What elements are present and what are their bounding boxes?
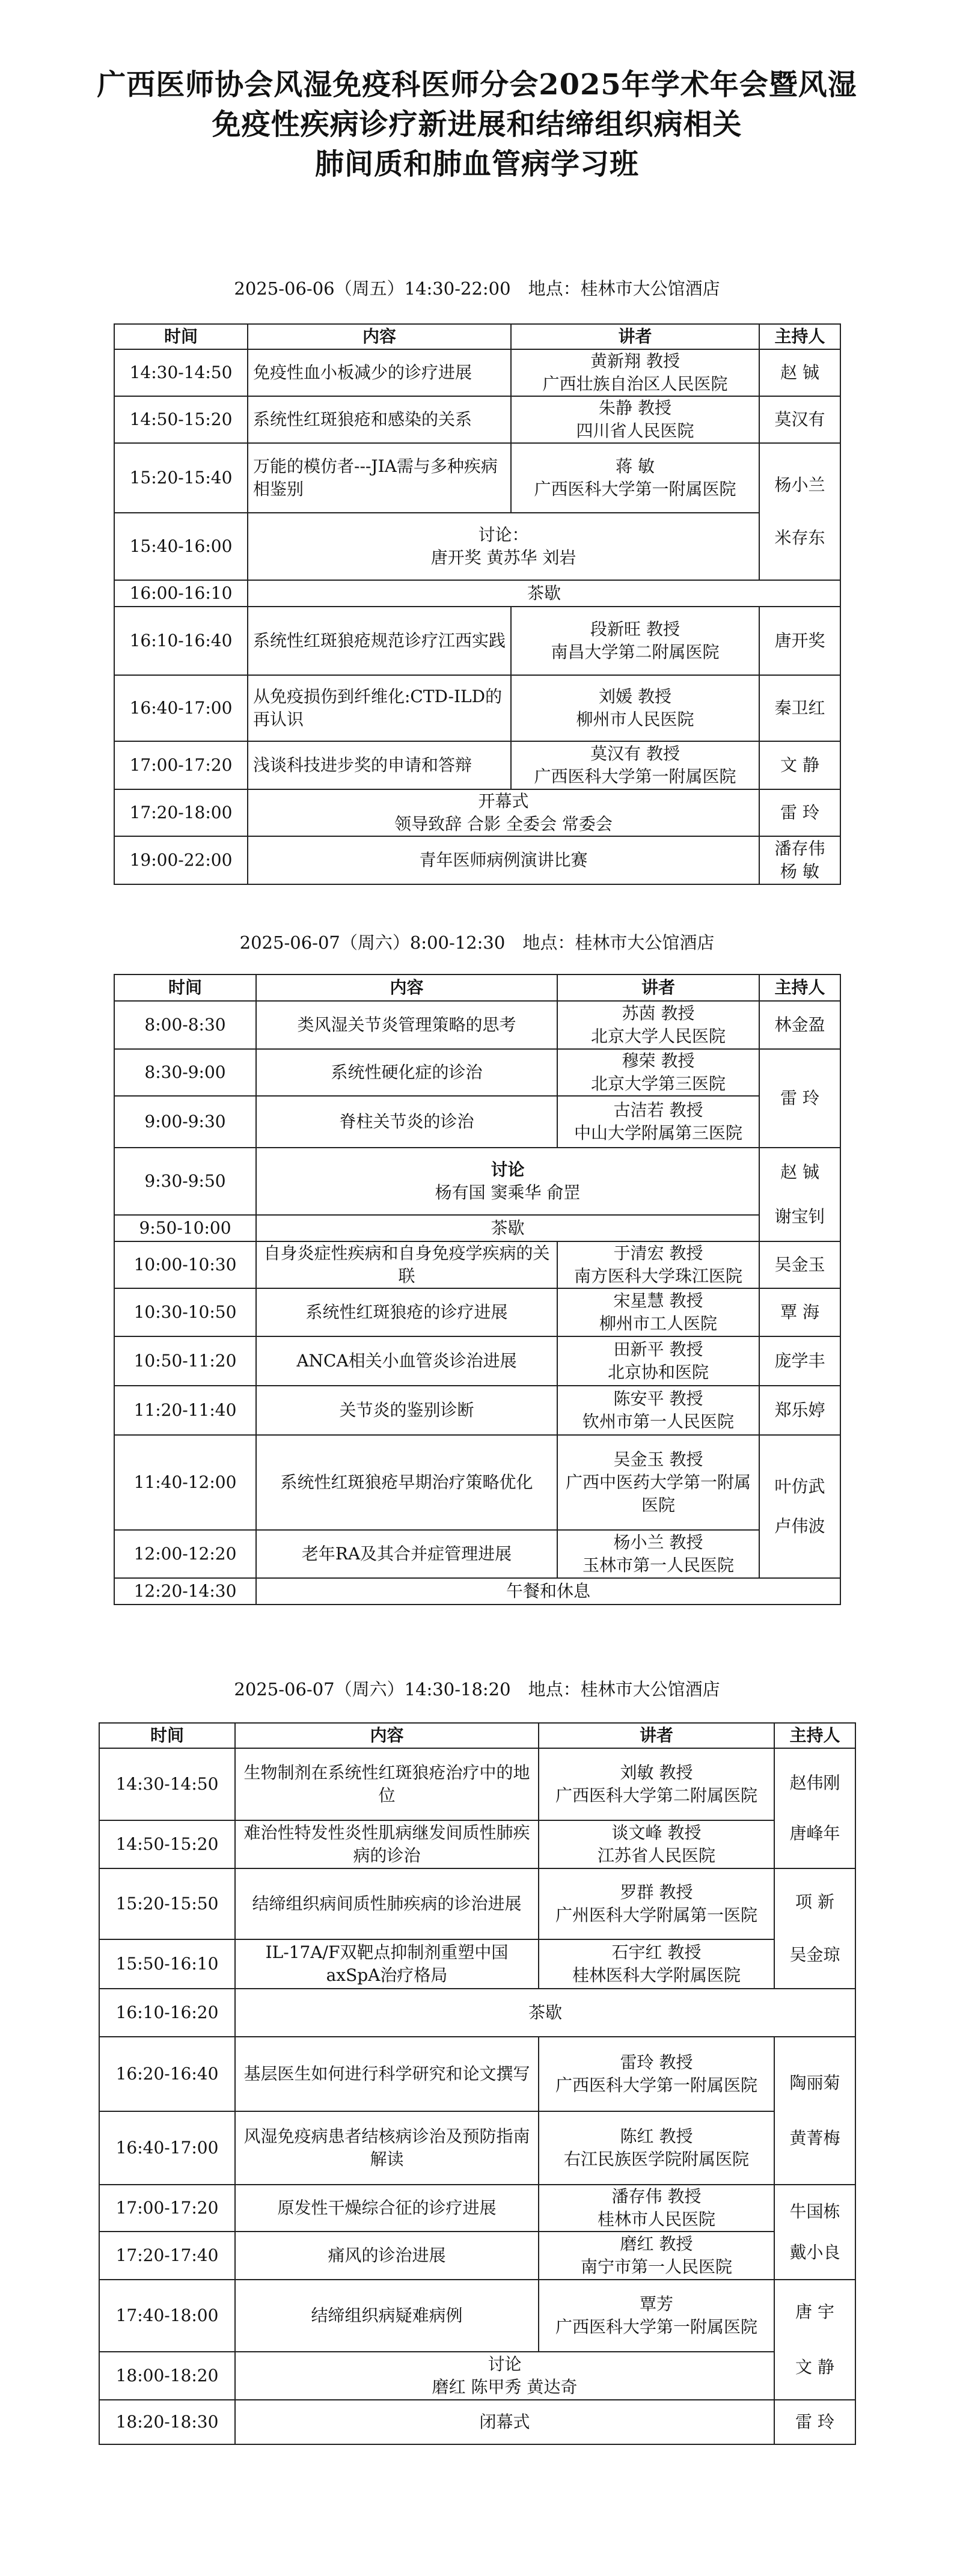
host-name: 戴小良 <box>789 2242 840 2262</box>
header-content: 内容 <box>235 1723 539 1748</box>
speaker-name: 谈文峰 教授 <box>611 1823 702 1843</box>
row-content: 浅谈科技进步奖的申请和答辩 <box>248 741 511 789</box>
row-content: 类风湿关节炎管理策略的思考 <box>256 1001 557 1049</box>
table-row <box>99 2185 855 2232</box>
row-content: 风湿免疫病患者结核病诊治及预防指南解读 <box>235 2111 539 2185</box>
row-speaker <box>557 1241 759 1288</box>
host-name: 卢伟波 <box>774 1516 825 1536</box>
header-time: 时间 <box>114 974 256 1001</box>
table-header-row <box>114 974 840 1001</box>
host-name: 潘存伟 <box>774 839 825 858</box>
row-speaker <box>539 2037 774 2111</box>
table-row <box>114 1001 840 1049</box>
row-host <box>759 1435 840 1578</box>
row-time: 15:20-15:50 <box>99 1868 235 1939</box>
row-content: 生物制剂在系统性红斑狼疮治疗中的地位 <box>235 1748 539 1820</box>
row-host: 庞学丰 <box>759 1336 840 1386</box>
table-row <box>99 2280 855 2352</box>
row-time: 10:00-10:30 <box>114 1241 256 1288</box>
table-header-row <box>114 324 840 349</box>
table-row <box>114 1386 840 1435</box>
discussion-label: 讨论 <box>491 1160 525 1179</box>
table-row <box>114 741 840 789</box>
row-discussion <box>248 513 759 580</box>
speaker-affiliation: 北京协和医院 <box>607 1362 709 1382</box>
row-host: 莫汉有 <box>759 396 840 443</box>
host-name: 赵伟刚 <box>789 1773 840 1793</box>
row-time: 17:40-18:00 <box>99 2280 235 2352</box>
header-host: 主持人 <box>759 324 840 349</box>
host-name: 杨小兰 <box>774 475 825 495</box>
row-content: 万能的模仿者---JIA需与多种疾病相鉴别 <box>248 443 511 513</box>
speaker-affiliation: 四川省人民医院 <box>576 421 694 441</box>
table-row <box>114 580 840 607</box>
speaker-affiliation: 中山大学附属第三医院 <box>573 1123 742 1143</box>
row-host: 林金盈 <box>759 1001 840 1049</box>
speaker-name: 古洁若 教授 <box>613 1100 703 1120</box>
row-content: 自身炎症性疾病和自身免疫学疾病的关联 <box>256 1241 557 1288</box>
row-speaker <box>557 1336 759 1386</box>
host-name: 赵 铖 <box>780 1162 819 1182</box>
speaker-affiliation: 南宁市第一人民医院 <box>580 2257 732 2277</box>
row-speaker <box>539 1868 774 1939</box>
row-host: 覃 海 <box>759 1288 840 1336</box>
row-time: 11:40-12:00 <box>114 1435 256 1530</box>
row-content: 免疫性血小板减少的诊疗进展 <box>248 349 511 396</box>
title-line-3: 肺间质和肺血管病学习班 <box>314 147 639 181</box>
header-time: 时间 <box>99 1723 235 1748</box>
table-row <box>114 1288 840 1336</box>
header-host: 主持人 <box>774 1723 855 1748</box>
row-break: 茶歇 <box>235 1989 855 2037</box>
speaker-affiliation: 钦州市第一人民医院 <box>582 1412 734 1431</box>
row-time: 14:30-14:50 <box>99 1748 235 1820</box>
speaker-affiliation: 南昌大学第二附属医院 <box>551 642 720 662</box>
table-row <box>114 349 840 396</box>
row-break: 茶歇 <box>256 1215 759 1241</box>
speaker-name: 莫汉有 教授 <box>590 744 680 763</box>
row-time: 17:00-17:20 <box>114 741 248 789</box>
row-speaker <box>539 2232 774 2280</box>
row-closing: 闭幕式 <box>235 2400 774 2444</box>
table-row <box>114 1578 840 1605</box>
session-1-table <box>114 323 841 885</box>
row-host: 雷 玲 <box>774 2400 855 2444</box>
speaker-name: 宋星慧 教授 <box>613 1291 703 1311</box>
table-row <box>99 1868 855 1939</box>
title-line-1: 广西医师协会风湿免疫科医师分会2025年学术年会暨风湿 <box>97 68 857 102</box>
table-row <box>114 675 840 741</box>
session-1-subtitle: 2025-06-06（周五）14:30-22:00 地点：桂林市大公馆酒店 <box>234 278 720 299</box>
row-time: 9:30-9:50 <box>114 1148 256 1215</box>
table-row <box>114 836 840 884</box>
header-speaker: 讲者 <box>557 974 759 1001</box>
speaker-name: 陈安平 教授 <box>613 1389 703 1409</box>
host-name: 唐 宇 <box>795 2302 834 2322</box>
row-content: 老年RA及其合并症管理进展 <box>256 1530 557 1578</box>
speaker-name: 潘存伟 教授 <box>611 2186 702 2206</box>
speaker-name: 石宇红 教授 <box>611 1942 702 1962</box>
row-time: 15:40-16:00 <box>114 513 248 580</box>
table-row <box>99 2352 855 2400</box>
row-content: 从免疫损伤到纤维化:CTD-ILD的再认识 <box>248 675 511 741</box>
row-time: 16:40-17:00 <box>99 2111 235 2185</box>
speaker-affiliation: 广西医科大学第一附属医院 <box>534 766 736 786</box>
row-speaker <box>557 1049 759 1096</box>
row-speaker <box>557 1288 759 1336</box>
table-header-row <box>99 1723 855 1748</box>
row-host: 雷 玲 <box>759 1049 840 1148</box>
table-row <box>99 2037 855 2111</box>
row-host: 吴金玉 <box>759 1241 840 1288</box>
row-content: 关节炎的鉴别诊断 <box>256 1386 557 1435</box>
row-discussion <box>235 2352 774 2400</box>
host-name: 唐峰年 <box>789 1823 840 1843</box>
table-row <box>114 396 840 443</box>
row-host: 唐开奖 <box>759 607 840 675</box>
host-name: 牛国栋 <box>789 2201 840 2221</box>
row-time: 15:20-15:40 <box>114 443 248 513</box>
table-row <box>114 513 840 580</box>
table-row <box>114 1096 840 1148</box>
row-content: 原发性干燥综合征的诊疗进展 <box>235 2185 539 2232</box>
row-host: 秦卫红 <box>759 675 840 741</box>
discussion-names: 唐开奖 黄苏华 刘岩 <box>430 548 576 568</box>
table-row <box>114 789 840 836</box>
header-content: 内容 <box>248 324 511 349</box>
row-content: 难治性特发性炎性肌病继发间质性肺疾病的诊治 <box>235 1820 539 1868</box>
row-speaker <box>557 1001 759 1049</box>
header-speaker: 讲者 <box>511 324 759 349</box>
speaker-affiliation: 南方医科大学珠江医院 <box>573 1266 742 1286</box>
row-content: 系统性红斑狼疮的诊疗进展 <box>256 1288 557 1336</box>
row-content: 结缔组织病疑难病例 <box>235 2280 539 2352</box>
speaker-affiliation: 玉林市第一人民医院 <box>582 1555 734 1575</box>
row-speaker <box>557 1096 759 1148</box>
row-content: 系统性红斑狼疮早期治疗策略优化 <box>256 1435 557 1530</box>
table-row <box>114 443 840 513</box>
row-speaker <box>511 349 759 396</box>
host-name: 谢宝钊 <box>774 1207 825 1226</box>
row-time: 12:20-14:30 <box>114 1578 256 1605</box>
table-row <box>114 1049 840 1096</box>
row-time: 17:20-17:40 <box>99 2232 235 2280</box>
row-content: 系统性红斑狼疮规范诊疗江西实践 <box>248 607 511 675</box>
row-time: 16:10-16:40 <box>114 607 248 675</box>
speaker-name: 朱静 教授 <box>599 398 671 418</box>
session-3-subtitle: 2025-06-07（周六）14:30-18:20 地点：桂林市大公馆酒店 <box>234 1679 720 1699</box>
row-speaker <box>557 1435 759 1530</box>
table-row <box>114 1435 840 1530</box>
discussion-label: 讨论： <box>478 525 529 545</box>
discussion-names: 杨有国 窦乘华 俞罡 <box>435 1182 581 1202</box>
table-row <box>99 1989 855 2037</box>
row-time: 18:00-18:20 <box>99 2352 235 2400</box>
row-time: 17:20-18:00 <box>114 789 248 836</box>
speaker-affiliation: 柳州市工人医院 <box>599 1314 717 1333</box>
row-speaker <box>557 1386 759 1435</box>
speaker-name: 雷玲 教授 <box>620 2052 693 2072</box>
speaker-name: 黄新翔 教授 <box>590 351 680 371</box>
speaker-affiliation: 北京大学第三医院 <box>590 1074 726 1094</box>
row-time: 14:50-15:20 <box>114 396 248 443</box>
row-host <box>774 2280 855 2400</box>
table-row <box>99 1939 855 1989</box>
speaker-affiliation: 江苏省人民医院 <box>597 1846 715 1865</box>
speaker-name: 蒋 敏 <box>616 456 655 476</box>
table-row <box>99 2400 855 2444</box>
speaker-affiliation: 右江民族医学院附属医院 <box>563 2149 749 2169</box>
row-content: 系统性硬化症的诊治 <box>256 1049 557 1096</box>
row-lunch: 午餐和休息 <box>256 1578 840 1605</box>
row-time: 17:00-17:20 <box>99 2185 235 2232</box>
table-row <box>114 1148 840 1215</box>
row-speaker <box>539 1748 774 1820</box>
session-3-table <box>99 1722 856 2445</box>
document-title <box>0 65 954 184</box>
discussion-names: 磨红 陈甲秀 黄达奇 <box>432 2377 578 2397</box>
row-host <box>774 1868 855 1989</box>
row-time: 16:00-16:10 <box>114 580 248 607</box>
row-host <box>774 2185 855 2280</box>
row-content: 系统性红斑狼疮和感染的关系 <box>248 396 511 443</box>
row-speaker <box>539 2280 774 2352</box>
row-content: 结缔组织病间质性肺疾病的诊治进展 <box>235 1868 539 1939</box>
row-host <box>774 2037 855 2185</box>
header-time: 时间 <box>114 324 248 349</box>
speaker-name: 罗群 教授 <box>620 1882 693 1902</box>
row-speaker <box>511 741 759 789</box>
header-content: 内容 <box>256 974 557 1001</box>
table-row <box>99 2232 855 2280</box>
row-host <box>759 836 840 884</box>
row-time: 14:30-14:50 <box>114 349 248 396</box>
row-competition: 青年医师病例演讲比赛 <box>248 836 759 884</box>
row-host: 郑乐婷 <box>759 1386 840 1435</box>
row-ceremony <box>248 789 759 836</box>
speaker-affiliation: 广西医科大学第一附属医院 <box>534 479 736 499</box>
speaker-name: 覃芳 <box>639 2294 673 2314</box>
row-speaker <box>539 1939 774 1989</box>
row-speaker <box>557 1530 759 1578</box>
row-host <box>759 1148 840 1241</box>
row-speaker <box>539 2111 774 2185</box>
row-break: 茶歇 <box>248 580 840 607</box>
table-row <box>114 1241 840 1288</box>
speaker-name: 磨红 教授 <box>620 2234 693 2254</box>
row-time: 10:30-10:50 <box>114 1288 256 1336</box>
host-name: 米存东 <box>774 528 825 548</box>
speaker-name: 穆荣 教授 <box>622 1051 695 1071</box>
speaker-affiliation: 广西医科大学第一附属医院 <box>555 2075 757 2095</box>
ceremony-label: 开幕式 <box>478 791 529 811</box>
ceremony-details: 领导致辞 合影 全委会 常委会 <box>394 814 613 834</box>
row-time: 16:40-17:00 <box>114 675 248 741</box>
row-speaker <box>539 2185 774 2232</box>
table-row <box>114 1215 840 1241</box>
row-time: 9:00-9:30 <box>114 1096 256 1148</box>
discussion-label: 讨论 <box>488 2354 522 2374</box>
header-speaker: 讲者 <box>539 1723 774 1748</box>
host-name: 项 新 <box>795 1892 834 1912</box>
row-time: 12:00-12:20 <box>114 1530 256 1578</box>
table-row <box>99 1748 855 1820</box>
speaker-name: 刘敏 教授 <box>620 1763 693 1782</box>
row-content: 脊柱关节炎的诊治 <box>256 1096 557 1148</box>
host-name: 叶仿武 <box>774 1476 825 1496</box>
row-speaker <box>511 396 759 443</box>
session-2-table <box>114 974 841 1605</box>
speaker-affiliation: 柳州市人民医院 <box>576 709 694 729</box>
speaker-affiliation: 广西医科大学第一附属医院 <box>555 2317 757 2337</box>
host-name: 杨 敏 <box>780 861 819 881</box>
speaker-name: 刘媛 教授 <box>599 687 671 706</box>
speaker-name: 杨小兰 教授 <box>613 1532 703 1552</box>
row-speaker <box>539 1820 774 1868</box>
row-host: 赵 铖 <box>759 349 840 396</box>
table-row <box>114 1530 840 1578</box>
table-row <box>114 1336 840 1386</box>
speaker-name: 陈红 教授 <box>620 2126 693 2146</box>
row-time: 11:20-11:40 <box>114 1386 256 1435</box>
speaker-affiliation: 广西中医药大学第一附属医院 <box>565 1472 751 1515</box>
speaker-affiliation: 桂林市人民医院 <box>597 2209 715 2229</box>
row-host: 文 静 <box>759 741 840 789</box>
row-speaker <box>511 443 759 513</box>
table-row <box>99 1820 855 1868</box>
speaker-affiliation: 广西医科大学第二附属医院 <box>555 1785 757 1805</box>
row-content: IL-17A/F双靶点抑制剂重塑中国axSpA治疗格局 <box>235 1939 539 1989</box>
row-speaker <box>511 607 759 675</box>
speaker-name: 吴金玉 教授 <box>613 1449 703 1469</box>
speaker-name: 苏茵 教授 <box>622 1003 695 1023</box>
row-speaker <box>511 675 759 741</box>
header-host: 主持人 <box>759 974 840 1001</box>
row-time: 8:30-9:00 <box>114 1049 256 1096</box>
row-time: 10:50-11:20 <box>114 1336 256 1386</box>
row-time: 16:10-16:20 <box>99 1989 235 2037</box>
row-host <box>759 443 840 580</box>
host-name: 黄菁梅 <box>789 2128 840 2148</box>
title-line-2: 免疫性疾病诊疗新进展和结缔组织病相关 <box>212 108 742 141</box>
speaker-name: 段新旺 教授 <box>590 619 680 639</box>
speaker-affiliation: 广西壮族自治区人民医院 <box>542 374 728 394</box>
host-name: 文 静 <box>795 2357 834 2377</box>
speaker-affiliation: 桂林医科大学附属医院 <box>572 1965 741 1985</box>
row-time: 8:00-8:30 <box>114 1001 256 1049</box>
speaker-affiliation: 北京大学人民医院 <box>590 1026 726 1046</box>
host-name: 吴金琼 <box>789 1945 840 1965</box>
row-content: 基层医生如何进行科学研究和论文撰写 <box>235 2037 539 2111</box>
table-row <box>114 607 840 675</box>
row-content: ANCA相关小血管炎诊治进展 <box>256 1336 557 1386</box>
host-name: 陶丽菊 <box>789 2073 840 2093</box>
speaker-name: 于清宏 教授 <box>613 1243 703 1263</box>
row-time: 9:50-10:00 <box>114 1215 256 1241</box>
row-host <box>774 1748 855 1868</box>
row-content: 痛风的诊治进展 <box>235 2232 539 2280</box>
row-time: 19:00-22:00 <box>114 836 248 884</box>
speaker-name: 田新平 教授 <box>613 1339 703 1359</box>
table-row <box>99 2111 855 2185</box>
row-time: 14:50-15:20 <box>99 1820 235 1868</box>
row-time: 18:20-18:30 <box>99 2400 235 2444</box>
row-time: 15:50-16:10 <box>99 1939 235 1989</box>
row-host: 雷 玲 <box>759 789 840 836</box>
row-time: 16:20-16:40 <box>99 2037 235 2111</box>
session-2-subtitle: 2025-06-07（周六）8:00-12:30 地点：桂林市大公馆酒店 <box>239 932 715 953</box>
speaker-affiliation: 广州医科大学附属第一医院 <box>555 1905 757 1925</box>
row-discussion <box>256 1148 759 1215</box>
